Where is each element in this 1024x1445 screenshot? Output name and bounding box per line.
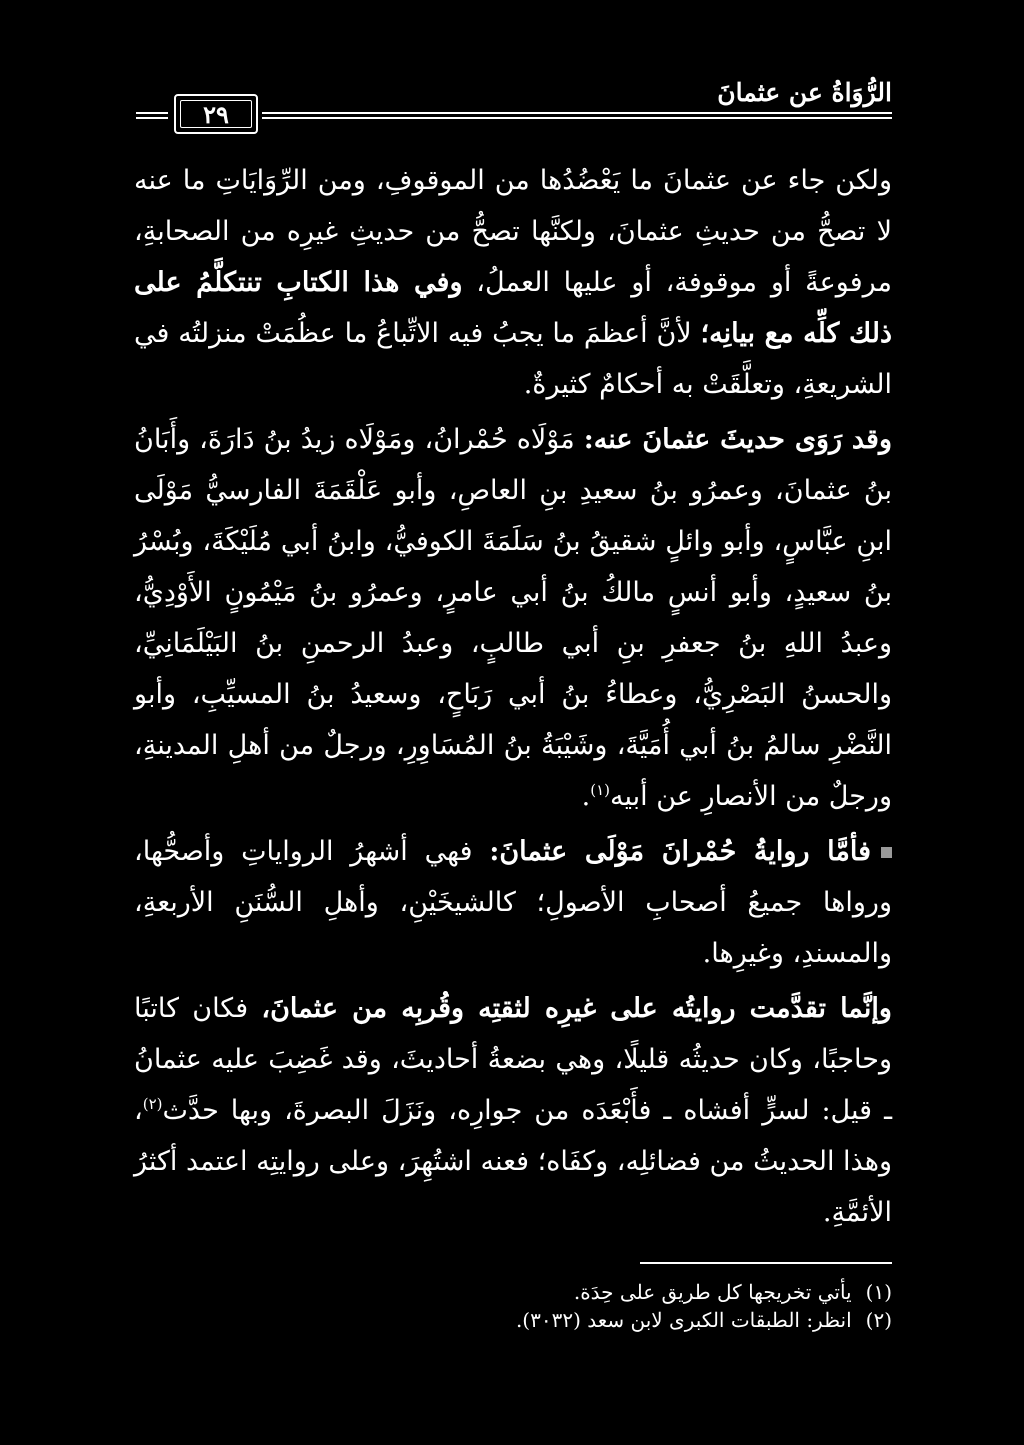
paragraph-2-lead: وقد رَوَى حديثَ عثمانَ عنه: <box>583 424 893 455</box>
footnote-separator <box>640 1262 892 1264</box>
paragraph-1-tail: لأنَّ أعظمَ ما يجبُ فيه الاتِّباعُ ما عظُمَتْ منزلتُه في الشريعةِ، وتعلَّقَتْ به أحكامٌ كثيرةٌ. <box>134 318 892 400</box>
footnote-1-text: يأتي تخريجها كل طريق على حِدَة. <box>573 1280 852 1304</box>
paragraph-3-text: فهي أشهرُ الرواياتِ وأصحُّها، ورواها جميعُ أصحابِ الأصولِ؛ كالشيخَيْنِ، وأهلِ السُّنَنِ الأربعةِ، والمسندِ، وغيرِها. <box>134 836 892 969</box>
page-number-frame <box>174 94 258 134</box>
footnote-ref-2[interactable]: (٢) <box>142 1095 163 1113</box>
paragraph-4-tail: ، وهذا الحديثُ من فضائلِه، وكفَاه؛ فعنه اشتُهِرَ، وعلى روايتِه اعتمد أكثرُ الأئمَّةِ. <box>134 1095 892 1228</box>
page-number: ٢٩ <box>203 99 229 129</box>
footnotes <box>134 1262 892 1334</box>
paragraph-3-lead: فأمَّا روايةُ حُمْرانَ مَوْلَى عثمانَ: <box>489 836 871 867</box>
header-rule-left <box>136 112 168 119</box>
footnote-1 <box>134 1278 892 1306</box>
paragraph-1-text: ولكن جاء عن عثمانَ ما يَعْضُدُها من الموقوفِ، ومن الرِّوَايَاتِ ما عنه لا تصحُّ من حديثِ عثمانَ، ولكنَّها تصحُّ من حديثِ غيرِه من الصحابةِ، مرفوعةً أو موقوفة، أو عليها العملُ، <box>134 165 892 298</box>
footnote-2 <box>134 1306 892 1334</box>
main-text <box>134 155 892 1238</box>
paragraph-4-text: فكان كاتبًا وحاجبًا، وكان حديثُه قليلًا، وهي بضعةُ أحاديثَ، وقد غَضِبَ عليه عثمانُ ـ قيل: لسرٍّ أفشاه ـ فأَبْعَدَه من جوارِه، ونَزَلَ البصرةَ، وبها حدَّث <box>134 993 892 1126</box>
footnote-2-number: (٢) <box>865 1308 892 1332</box>
paragraph-4-lead: وإنَّما تقدَّمت روايتُه على غيرِه لثقتِه وقُربِه من عثمانَ، <box>261 993 892 1024</box>
paragraph-1-emphasis: وفي هذا الكتابِ تنتكلَّمُ على ذلك كلِّه مع بيانِه؛ <box>134 267 892 349</box>
paragraph-1 <box>134 155 892 410</box>
header-rule-right <box>262 112 892 119</box>
paragraph-2-end: . <box>581 781 591 812</box>
running-title: الرُّوَاةُ عن عثمانَ <box>717 78 892 107</box>
page-header <box>136 78 892 130</box>
narrators-list: مَوْلَاه حُمْرانُ، ومَوْلَاه زيدُ بنُ دَارَةَ، وأَبَانُ بنُ عثمانَ، وعمرُو بنُ سعيدِ بنِ العاصِ، وأبو عَلْقَمَةَ الفارسيُّ مَوْلَى ابنِ عبَّاسٍ، وأبو وائلٍ شقيقُ بنُ سَلَمَةَ الكوفيُّ، وابنُ أبي مُلَيْكَةَ، وبُسْرُ بنُ سعيدٍ، وأبو أنسٍ مالكُ بنُ أبي عامرٍ، وعمرُو بنُ مَيْمُونٍ الأَوْدِيُّ، وعبدُ اللهِ بنُ جعفرِ بنِ أبي طالبٍ، وعبدُ الرحمنِ بنُ البَيْلَمَانِيِّ، والحسنُ البَصْرِيُّ، وعطاءُ بنُ أبي رَبَاحٍ، وسعيدُ بنُ المسيِّبِ، وأبو النَّضْرِ سالمُ بنُ أبي أُمَيَّةَ، وشَيْبَةُ بنُ المُسَاوِرِ، ورجلٌ من أهلِ المدينةِ، ورجلٌ من الأنصارِ عن أبيه <box>134 424 893 812</box>
paragraph-3 <box>134 826 892 979</box>
paragraph-4 <box>134 983 892 1238</box>
square-bullet-icon <box>881 847 892 858</box>
footnote-2-text: انظر: الطبقات الكبرى لابن سعد (٣٠٣٢). <box>515 1308 852 1332</box>
footnote-ref-1[interactable]: (١) <box>590 781 611 799</box>
paragraph-2 <box>134 414 892 822</box>
footnote-1-number: (١) <box>865 1280 892 1304</box>
